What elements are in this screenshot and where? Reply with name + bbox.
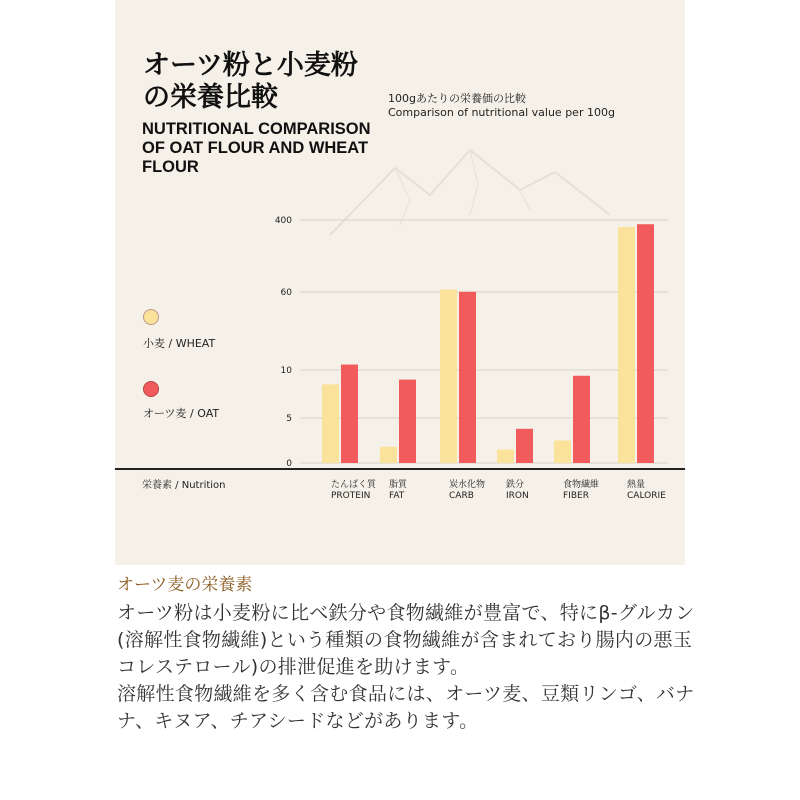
mountain-watermark <box>330 150 610 235</box>
x-tick-label-en: CALORIE <box>627 491 666 501</box>
title-japanese-line-1: オーツ粉と小麦粉 <box>143 50 358 81</box>
x-tick-label-jp: 鉄分 <box>506 480 525 490</box>
bar-calorie-oat <box>637 224 654 463</box>
x-tick-label-jp: たんぱく質 <box>331 480 377 490</box>
x-axis-title: 栄養素 / Nutrition <box>142 480 226 491</box>
x-tick-label-jp: 脂質 <box>389 480 408 490</box>
y-tick-label: 10 <box>280 366 292 376</box>
bar-fiber-wheat <box>554 441 571 464</box>
legend-label-oat: オーツ麦 / OAT <box>143 407 220 420</box>
x-tick-label-en: PROTEIN <box>331 491 371 501</box>
bar-iron-oat <box>516 429 533 463</box>
legend-label-wheat: 小麦 / WHEAT <box>143 337 216 350</box>
x-tick-label-en: FIBER <box>563 491 589 501</box>
y-tick-label: 5 <box>286 414 292 424</box>
bar-fiber-oat <box>573 376 590 463</box>
x-tick-label-en: IRON <box>506 491 529 501</box>
x-tick-label-en: FAT <box>389 491 405 501</box>
title-english: NUTRITIONAL COMPARISON OF OAT FLOUR AND WHEAT FLOUR <box>142 120 371 176</box>
x-tick-label-jp: 熱量 <box>627 480 646 490</box>
y-tick-label: 400 <box>274 216 292 226</box>
y-tick-label: 60 <box>280 288 292 298</box>
paragraph-2: 溶解性食物繊維を多く含む食品には、オーツ麦、豆類リンゴ、バナナ、キヌア、チアシードなどがあります。 <box>117 683 695 732</box>
x-tick-label-jp: 食物繊維 <box>563 480 600 490</box>
bar-calorie-wheat <box>618 227 635 463</box>
bar-fat-wheat <box>380 447 397 463</box>
bar-protein-wheat <box>322 384 339 463</box>
y-tick-label: 0 <box>286 459 292 469</box>
bar-fat-oat <box>399 380 416 463</box>
subtitle-english: Comparison of nutritional value per 100g <box>388 106 615 119</box>
subtitle-japanese: 100gあたりの栄養価の比較 <box>388 92 526 105</box>
paragraph-1: オーツ粉は小麦粉に比べ鉄分や食物繊維が豊富で、特にβ-グルカン(溶解性食物繊維)という種類の食物繊維が含まれており腸内の悪玉コレステロール)の排泄促進を助けます。 <box>117 602 695 678</box>
title-japanese-line-2: の栄養比較 <box>143 82 278 113</box>
legend-swatch-wheat <box>143 309 159 325</box>
x-tick-label-jp: 炭水化物 <box>449 480 486 490</box>
legend-swatch-oat <box>143 381 159 397</box>
bar-carb-wheat <box>440 289 457 463</box>
bar-carb-oat <box>459 292 476 463</box>
x-tick-label-en: CARB <box>449 491 474 501</box>
section-heading: オーツ麦の栄養素 <box>117 575 253 595</box>
nutrition-description <box>117 572 697 735</box>
bar-iron-wheat <box>497 450 514 464</box>
bar-protein-oat <box>341 365 358 463</box>
